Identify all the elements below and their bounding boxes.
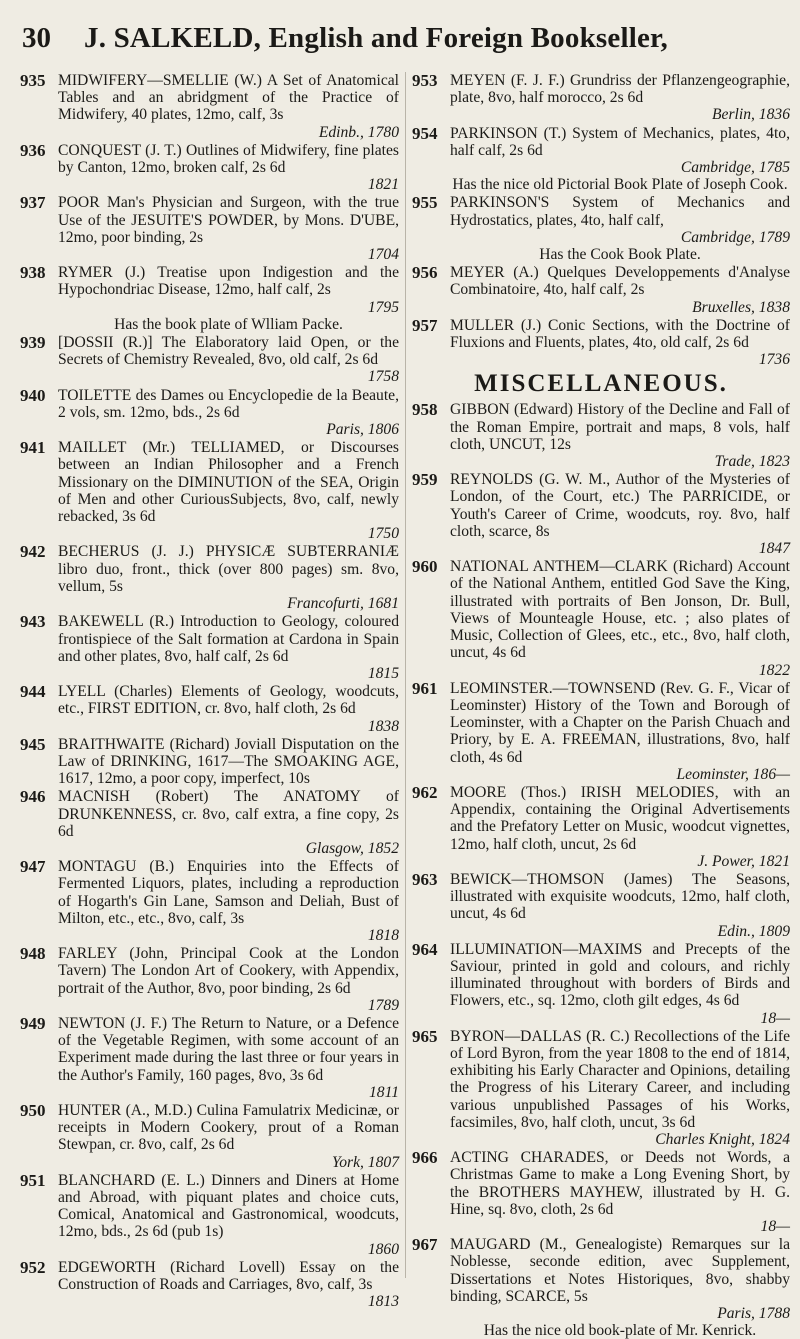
running-head bbox=[84, 22, 668, 55]
entry-imprint: 1758 bbox=[367, 368, 399, 386]
entry-number: 963 bbox=[412, 869, 438, 889]
section-heading: MISCELLANEOUS. bbox=[474, 370, 728, 398]
entry-description: RYMER (J.) Treatise upon Indigestion and the Hypochondriac Disease, 12mo, half calf, 2s bbox=[58, 264, 399, 299]
entry-description: ACTING CHARADES, or Deeds not Words, a Christmas Game to make a Long Evening Short, by the BROTHERS MAYHEW, illustrated by H. G. Hine, sq. 8vo, cloth, 2s 6d bbox=[450, 1149, 790, 1218]
entry-description: MEYER (A.) Quelques Developpements d'Analyse Combinatoire, 4to, half calf, 2s bbox=[450, 264, 790, 299]
entry-imprint: J. Power, 1821 bbox=[697, 852, 790, 870]
entry-number: 951 bbox=[20, 1170, 46, 1190]
entry-description: CONQUEST (J. T.) Outlines of Midwifery, fine plates by Canton, 12mo, broken calf, 2s 6d bbox=[58, 141, 399, 177]
catalogue-entry bbox=[412, 72, 790, 124]
catalogue-entry bbox=[412, 264, 790, 316]
entry-imprint: 1838 bbox=[367, 717, 399, 735]
entry-description: BECHERUS (J. J.) PHYSICÆ SUBTERRANIÆ libro duo, front., thick (over 800 pages) sm. 8vo, vellum, 5s bbox=[58, 543, 399, 595]
entry-description: MAUGARD (M., Genealogiste) Remarques sur la Noblesse, seconde edition, avec Supplement, Dissertations et Notes Historiques, 8vo, shabby binding, SCARCE, 5s bbox=[450, 1236, 790, 1305]
entry-imprint: Leominster, 186— bbox=[676, 765, 790, 783]
right-column-upper bbox=[412, 72, 790, 368]
entry-description: MOORE (Thos.) IRISH MELODIES, with an Appendix, containing the Original Advertisements and the Prefatory Letter on Music, woodcut vignettes, 12mo, half cloth, uncut, 2s 6d bbox=[450, 783, 790, 853]
entry-imprint: Francofurti, 1681 bbox=[287, 595, 399, 613]
entry-imprint: 1813 bbox=[367, 1293, 399, 1311]
catalogue-entry bbox=[20, 1259, 399, 1311]
catalogue-entry bbox=[20, 1172, 399, 1258]
entry-description: NATIONAL ANTHEM—CLARK (Richard) Account of the National Anthem, entitled God Save the King, illustrated with portraits of Ben Jonson, Dr. Bull, Views of Mounteagle House, etc. ; also plates of Music, Collection of Glees, etc., etc., 8vo, half cloth, uncut, 4s 6d bbox=[450, 558, 790, 662]
catalogue-entry bbox=[412, 871, 790, 940]
entry-imprint: 1821 bbox=[367, 176, 399, 194]
entry-description: MULLER (J.) Conic Sections, with the Doctrine of Fluxions and Fluents, plates, 4to, old calf, 2s 6d bbox=[450, 316, 790, 352]
entry-imprint: Trade, 1823 bbox=[714, 453, 790, 471]
catalogue-entry bbox=[412, 317, 790, 369]
entry-imprint: Paris, 1806 bbox=[326, 421, 399, 439]
entry-number: 952 bbox=[20, 1257, 46, 1277]
entry-number: 966 bbox=[412, 1148, 438, 1168]
catalogue-entry bbox=[20, 858, 399, 944]
entry-number: 967 bbox=[412, 1235, 438, 1255]
entry-description: MEYEN (F. J. F.) Grundriss der Pflanzengeographie, plate, 8vo, half morocco, 2s 6d bbox=[450, 72, 790, 107]
catalogue-entry bbox=[412, 558, 790, 678]
catalogue-entry bbox=[412, 125, 790, 194]
entry-description: LEOMINSTER.—TOWNSEND (Rev. G. F., Vicar of Leominster) History of the Town and Borough of Leominster, with a Chapter on the Parish Chuach and Priory, by E. A. FREEMAN, illustrations, 8vo, half cloth, 4s 6d bbox=[450, 679, 790, 766]
entry-imprint: 1822 bbox=[758, 661, 790, 679]
catalogue-entry bbox=[412, 941, 790, 1027]
entry-description: NEWTON (J. F.) The Return to Nature, or a Defence of the Vegetable Regimen, with some account of an Experiment made during the last three or four years in the Author's Family, 160 pages, 8vo, 3s 6d bbox=[58, 1014, 399, 1084]
entry-description: REYNOLDS (G. W. M., Author of the Mysteries of London, of the Court, etc.) The PARRICIDE, or Youth's Career of Crime, woodcuts, roy. 8vo, half cloth, scarce, 8s bbox=[450, 471, 790, 540]
entry-number: 947 bbox=[20, 857, 46, 877]
entry-description: GIBBON (Edward) History of the Decline and Fall of the Roman Empire, portrait and maps, 8 vols, half cloth, UNCUT, 12s bbox=[450, 401, 790, 453]
entry-imprint: 1860 bbox=[367, 1240, 399, 1258]
entry-note: Has the nice old Pictorial Book Plate of Joseph Cook. bbox=[452, 176, 788, 194]
entry-number: 945 bbox=[20, 734, 46, 754]
entry-number: 957 bbox=[412, 315, 438, 335]
catalogue-entry bbox=[412, 680, 790, 783]
entry-description: PARKINSON (T.) System of Mechanics, plates, 4to, half calf, 2s 6d bbox=[450, 124, 790, 159]
entry-note: Has the Cook Book Plate. bbox=[539, 246, 701, 264]
catalogue-columns bbox=[20, 71, 792, 1339]
entry-imprint: Cambridge, 1789 bbox=[680, 228, 790, 246]
entry-number: 941 bbox=[20, 438, 46, 458]
entry-description: POOR Man's Physician and Surgeon, with the true Use of the JESUITE'S POWDER, by Mons. D'UBE, 12mo, poor binding, 2s bbox=[58, 194, 399, 246]
entry-number: 943 bbox=[20, 612, 46, 632]
entry-description: EDGEWORTH (Richard Lovell) Essay on the Construction of Roads and Carriages, 8vo, calf, 3s bbox=[58, 1258, 399, 1294]
running-head-name: J. SALKELD, bbox=[84, 22, 262, 54]
page-header bbox=[22, 22, 792, 62]
entry-number: 950 bbox=[20, 1100, 46, 1120]
entry-description: LYELL (Charles) Elements of Geology, woodcuts, etc., FIRST EDITION, cr. 8vo, half cloth, 2s 6d bbox=[58, 683, 399, 718]
entry-number: 935 bbox=[20, 71, 46, 90]
left-column bbox=[20, 71, 405, 1311]
entry-imprint: Charles Knight, 1824 bbox=[655, 1130, 790, 1148]
page-number: 30 bbox=[22, 22, 51, 54]
catalogue-entry bbox=[412, 471, 790, 557]
catalogue-entry bbox=[20, 72, 399, 141]
entry-description: [DOSSII (R.)] The Elaboratory laid Open, or the Secrets of Chemistry Revealed, 8vo, old calf, 2s 6d bbox=[58, 334, 399, 369]
entry-imprint: York, 1807 bbox=[331, 1153, 399, 1171]
catalogue-entry bbox=[412, 401, 790, 470]
catalogue-entry bbox=[20, 945, 399, 1014]
entry-description: HUNTER (A., M.D.) Culina Famulatrix Medicinæ, or receipts in Modern Cookery, prout of a Roman Stewpan, cr. 8vo, calf, 2s 6d bbox=[58, 1101, 399, 1154]
entry-imprint: 1736 bbox=[758, 351, 790, 369]
entry-description: MIDWIFERY—SMELLIE (W.) A Set of Anatomical Tables and an abridgment of the Practice of Midwifery, 40 plates, 12mo, calf, 3s bbox=[58, 72, 399, 124]
catalogue-entry bbox=[20, 788, 399, 857]
right-column bbox=[405, 71, 790, 1339]
entry-imprint: 18— bbox=[760, 1218, 790, 1235]
entry-number: 946 bbox=[20, 787, 46, 807]
catalogue-entry bbox=[20, 439, 399, 542]
entry-description: PARKINSON'S System of Mechanics and Hydrostatics, plates, 4to, half calf, bbox=[450, 194, 790, 229]
catalogue-entry bbox=[20, 387, 399, 439]
catalogue-entry bbox=[412, 194, 790, 263]
entry-imprint: Cambridge, 1785 bbox=[680, 159, 790, 177]
entry-note: Has the book plate of Wlliam Packe. bbox=[114, 315, 343, 333]
entry-imprint: Edinb., 1780 bbox=[318, 123, 399, 141]
entry-description: TOILETTE des Dames ou Encyclopedie de la Beaute, 2 vols, sm. 12mo, bds., 2s 6d bbox=[58, 386, 399, 421]
catalogue-entry bbox=[412, 1236, 790, 1339]
running-head-rest: English and Foreign Bookseller, bbox=[268, 22, 668, 54]
catalogue-entry bbox=[20, 264, 399, 333]
entry-description: BEWICK—THOMSON (James) The Seasons, illustrated with exquisite woodcuts, 12mo, half cloth, uncut, 4s 6d bbox=[450, 870, 790, 923]
entry-description: BRAITHWAITE (Richard) Joviall Disputation on the Law of DRINKING, 1617—The SMOAKING AGE, 1617, 12mo, a poor copy, imperfect, 10s bbox=[58, 735, 399, 788]
catalogue-entry bbox=[412, 1149, 790, 1235]
catalogue-entry bbox=[20, 1102, 399, 1171]
catalogue-entry bbox=[20, 613, 399, 682]
entry-description: MAILLET (Mr.) TELLIAMED, or Discourses between an Indian Philosopher and a French Missionary on the DIMINUTION of the SEA, Origin of Men and other CuriousSubjects, 8vo, calf, newly rebacked, 3s 6d bbox=[58, 439, 399, 526]
entry-number: 938 bbox=[20, 263, 46, 283]
catalogue-entry bbox=[20, 194, 399, 263]
entry-number: 954 bbox=[412, 123, 438, 143]
entry-description: BAKEWELL (R.) Introduction to Geology, coloured frontispiece of the Salt formation at Cardona in Spain and other plates, 8vo, half calf, 2s 6d bbox=[58, 613, 399, 665]
entry-note: Has the nice old book-plate of Mr. Kenrick. bbox=[483, 1322, 757, 1339]
entry-number: 964 bbox=[412, 939, 438, 959]
entry-number: 936 bbox=[20, 140, 46, 160]
entry-imprint: Glasgow, 1852 bbox=[305, 839, 399, 857]
entry-description: MONTAGU (B.) Enquiries into the Effects of Fermented Liquors, plates, including a reproduction of Hogarth's Gin Lane, Samson and Deliah, Bust of Milton, etc., etc., 8vo, calf, 3s bbox=[58, 858, 399, 927]
catalogue-entry bbox=[20, 142, 399, 194]
entry-imprint: Bruxelles, 1838 bbox=[692, 298, 790, 316]
entry-number: 965 bbox=[412, 1026, 438, 1046]
entry-imprint: 1750 bbox=[367, 525, 399, 543]
entry-imprint: 1818 bbox=[367, 926, 399, 944]
entry-number: 940 bbox=[20, 385, 46, 405]
entry-imprint: 18— bbox=[760, 1009, 790, 1027]
entry-number: 959 bbox=[412, 470, 438, 490]
entry-imprint: 1847 bbox=[758, 540, 790, 558]
entry-imprint: 1789 bbox=[367, 996, 399, 1014]
catalogue-entry bbox=[412, 1028, 790, 1148]
entry-number: 939 bbox=[20, 333, 46, 353]
entry-description: FARLEY (John, Principal Cook at the London Tavern) The London Art of Cookery, with Appendix, portrait of the Author, 8vo, poor binding, 2s 6d bbox=[58, 945, 399, 997]
entry-number: 948 bbox=[20, 944, 46, 964]
entry-number: 942 bbox=[20, 542, 46, 562]
entry-description: BLANCHARD (E. L.) Dinners and Diners at Home and Abroad, with piquant plates and choice cuts, Comical, Anatomical and Gastronomical, woodcuts, 12mo, bds., 2s 6d (pub 1s) bbox=[58, 1171, 399, 1241]
entry-imprint: 1795 bbox=[367, 298, 399, 316]
entry-number: 955 bbox=[412, 193, 438, 213]
entry-number: 958 bbox=[412, 400, 438, 420]
entry-imprint: Paris, 1788 bbox=[717, 1305, 790, 1323]
entry-number: 960 bbox=[412, 557, 438, 577]
entry-number: 962 bbox=[412, 782, 438, 802]
right-column-lower bbox=[412, 401, 790, 1339]
catalogue-entry bbox=[20, 543, 399, 612]
catalogue-entry bbox=[20, 736, 399, 788]
catalogue-entry bbox=[412, 784, 790, 870]
entry-imprint: 1815 bbox=[367, 664, 399, 682]
entry-number: 953 bbox=[412, 71, 438, 90]
entry-imprint: Berlin, 1836 bbox=[712, 106, 790, 124]
entry-number: 961 bbox=[412, 678, 438, 698]
entry-imprint: 1811 bbox=[368, 1083, 399, 1101]
entry-description: MACNISH (Robert) The ANATOMY of DRUNKENNESS, cr. 8vo, calf extra, a fine copy, 2s 6d bbox=[58, 788, 399, 840]
catalogue-entry bbox=[20, 683, 399, 735]
entry-number: 956 bbox=[412, 263, 438, 283]
entry-number: 937 bbox=[20, 193, 46, 213]
entry-imprint: 1704 bbox=[367, 246, 399, 264]
entry-number: 944 bbox=[20, 682, 46, 702]
catalogue-entry bbox=[20, 334, 399, 386]
entry-imprint: Edin., 1809 bbox=[717, 922, 790, 940]
catalogue-entry bbox=[20, 1015, 399, 1101]
entry-number: 949 bbox=[20, 1013, 46, 1033]
entry-description: ILLUMINATION—MAXIMS and Precepts of the Saviour, printed in gold and colours, and richly illuminated throughout with borders of Birds and Flowers, etc., sq. 12mo, cloth gilt edges, 4s 6d bbox=[450, 940, 790, 1010]
entry-description: BYRON—DALLAS (R. C.) Recollections of the Life of Lord Byron, from the year 1808 to the end of 1814, exhibiting his Early Character and Opinions, detailing the Progress of his Literary Career, and including various unpublished Passages of his Works, facsimiles, 8vo, half cloth, uncut, 3s 6d bbox=[450, 1027, 790, 1131]
